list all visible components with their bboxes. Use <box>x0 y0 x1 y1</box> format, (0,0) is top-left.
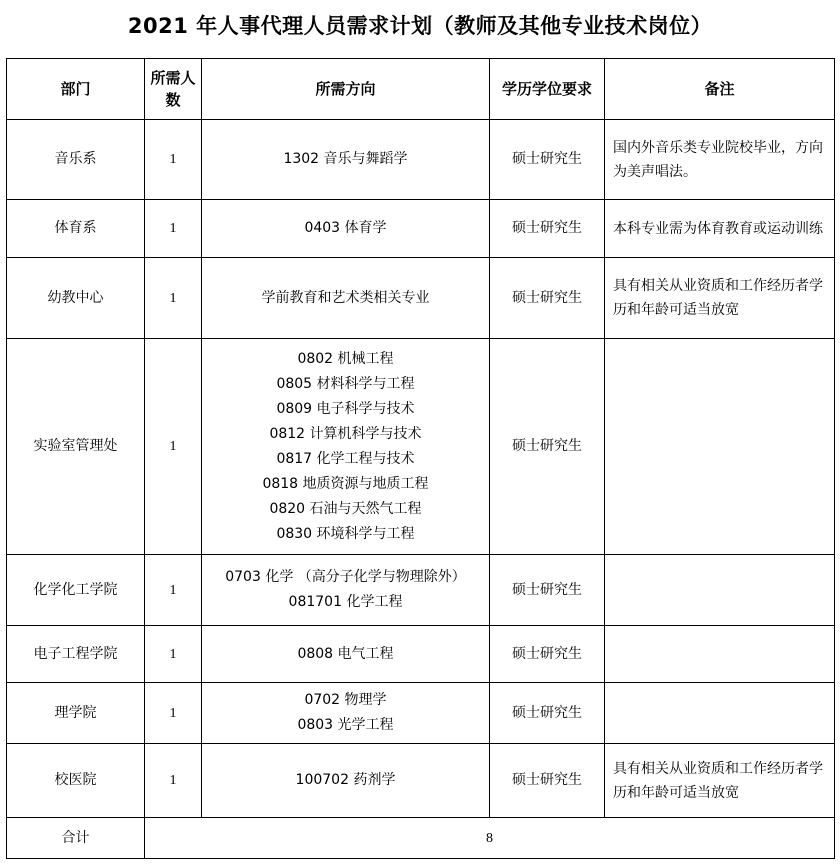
note-cell <box>605 555 835 626</box>
direction-item: 0817 化学工程与技术 <box>276 450 415 467</box>
direction-cell <box>202 744 490 818</box>
count-cell: 1 <box>145 744 202 818</box>
note-cell <box>605 626 835 683</box>
total-value: 8 <box>145 818 835 859</box>
degree-cell: 硕士研究生 <box>490 744 605 818</box>
table-row <box>7 555 835 626</box>
dept-cell: 化学化工学院 <box>7 555 145 626</box>
dept-cell: 电子工程学院 <box>7 626 145 683</box>
note-cell: 国内外音乐类专业院校毕业，方向为美声唱法。 <box>605 120 835 200</box>
direction-item: 0703 化学 （高分子化学与物理除外） <box>225 569 466 585</box>
dept-cell: 体育系 <box>7 200 145 258</box>
direction-cell <box>202 200 490 258</box>
count-cell: 1 <box>145 339 202 555</box>
note-cell: 具有相关从业资质和工作经历者学历和年龄可适当放宽 <box>605 744 835 818</box>
dept-cell: 校医院 <box>7 744 145 818</box>
page-title: 2021 年人事代理人员需求计划（教师及其他专业技术岗位） <box>127 14 713 38</box>
direction-cell <box>202 683 490 744</box>
direction-item: 0702 物理学 <box>304 692 387 708</box>
direction-item: 081701 化学工程 <box>288 594 403 610</box>
header-count: 所需人数 <box>145 59 202 120</box>
direction-item: 0818 地质资源与地质工程 <box>262 475 429 492</box>
direction-cell <box>202 339 490 555</box>
direction-item: 学前教育和艺术类相关专业 <box>261 289 430 306</box>
direction-cell <box>202 626 490 683</box>
degree-cell: 硕士研究生 <box>490 200 605 258</box>
header-note: 备注 <box>605 59 835 120</box>
total-label: 合计 <box>7 818 145 859</box>
recruitment-table <box>6 58 835 859</box>
note-cell: 具有相关从业资质和工作经历者学历和年龄可适当放宽 <box>605 258 835 339</box>
degree-cell: 硕士研究生 <box>490 258 605 339</box>
direction-cell <box>202 555 490 626</box>
table-row <box>7 744 835 818</box>
table-row <box>7 683 835 744</box>
direction-item: 100702 药剂学 <box>295 772 396 788</box>
header-degree: 学历学位要求 <box>490 59 605 120</box>
direction-item: 0820 石油与天然气工程 <box>269 500 422 517</box>
degree-cell: 硕士研究生 <box>490 626 605 683</box>
header-row <box>7 59 835 120</box>
degree-cell: 硕士研究生 <box>490 339 605 555</box>
direction-item: 1302 音乐与舞蹈学 <box>283 151 408 167</box>
direction-item: 0403 体育学 <box>304 220 387 236</box>
count-cell: 1 <box>145 683 202 744</box>
direction-item: 0808 电气工程 <box>297 645 394 662</box>
table-row <box>7 120 835 200</box>
count-cell: 1 <box>145 626 202 683</box>
degree-cell: 硕士研究生 <box>490 555 605 626</box>
direction-item: 0802 机械工程 <box>297 350 394 367</box>
dept-cell: 音乐系 <box>7 120 145 200</box>
count-cell: 1 <box>145 258 202 339</box>
table-row <box>7 626 835 683</box>
count-cell: 1 <box>145 120 202 200</box>
count-cell: 1 <box>145 200 202 258</box>
table-row <box>7 258 835 339</box>
degree-cell: 硕士研究生 <box>490 120 605 200</box>
direction-cell <box>202 258 490 339</box>
count-cell: 1 <box>145 555 202 626</box>
direction-item: 0830 环境科学与工程 <box>276 525 415 542</box>
direction-item: 0803 光学工程 <box>297 717 394 733</box>
direction-item: 0809 电子科学与技术 <box>276 400 415 417</box>
header-dept: 部门 <box>7 59 145 120</box>
table-row <box>7 200 835 258</box>
direction-item: 0812 计算机科学与技术 <box>269 425 422 442</box>
note-cell <box>605 339 835 555</box>
direction-item: 0805 材料科学与工程 <box>276 375 415 392</box>
header-direction: 所需方向 <box>202 59 490 120</box>
total-row <box>7 818 835 859</box>
dept-cell: 幼教中心 <box>7 258 145 339</box>
note-cell: 本科专业需为体育教育或运动训练 <box>605 200 835 258</box>
table-row <box>7 339 835 555</box>
dept-cell: 实验室管理处 <box>7 339 145 555</box>
dept-cell: 理学院 <box>7 683 145 744</box>
direction-cell <box>202 120 490 200</box>
degree-cell: 硕士研究生 <box>490 683 605 744</box>
note-cell <box>605 683 835 744</box>
